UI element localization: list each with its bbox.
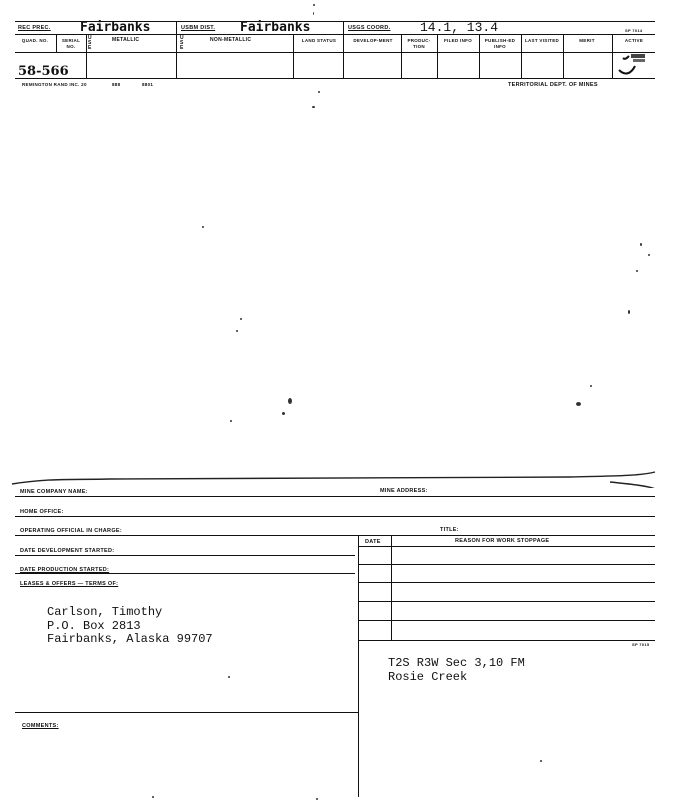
columns-bottom-rule — [15, 52, 655, 53]
mine-company-name-label: MINE COMPANY NAME: — [20, 489, 88, 495]
speck — [540, 760, 542, 762]
owner-city: Fairbanks, Alaska 99707 — [47, 632, 213, 646]
col-sep-last — [521, 34, 522, 78]
usbm-dist-label: USBM DIST. — [181, 25, 216, 31]
rule-prod — [15, 573, 355, 574]
col-non-metallic: NON-METALLIC — [210, 37, 252, 43]
divider-date — [391, 535, 392, 640]
date-development-label: DATE DEVELOPMENT STARTED: — [20, 548, 115, 554]
rule-company — [15, 496, 655, 497]
rule-reason-1 — [358, 564, 655, 565]
speck — [318, 91, 320, 93]
speck — [636, 270, 638, 272]
speck — [576, 402, 581, 406]
owner-name: Carlson, Timothy — [47, 605, 163, 619]
col-active: ACTIVE — [624, 38, 644, 43]
col-quad-no: QUAD. NO. — [21, 38, 49, 43]
usgs-coord-value: 14.1, 13.4 — [420, 20, 499, 35]
divider-center — [358, 535, 359, 797]
printer-code-2: 8801 — [142, 82, 154, 87]
col-sep-pub — [479, 34, 480, 78]
speck — [228, 676, 230, 678]
reason-column-label: REASON FOR WORK STOPPAGE — [455, 538, 550, 544]
printer-imprint: REMINGTON RAND INC. 20 — [22, 82, 87, 87]
speck — [236, 330, 238, 332]
form-number-bottom: SP 7015 — [632, 642, 650, 647]
speck — [640, 243, 642, 246]
col-sep-use1 — [86, 34, 87, 78]
comments-label: COMMENTS: — [22, 723, 59, 729]
speck — [313, 4, 315, 6]
col-sep-serial — [56, 34, 57, 52]
col-development: DEVELOP-MENT — [353, 38, 393, 43]
col-production: PRODUC-TION — [407, 38, 431, 49]
date-column-label: DATE — [365, 539, 381, 545]
speck — [316, 798, 318, 800]
printer-code-1: 888 — [112, 82, 121, 87]
location-line: T2S R3W Sec 3,10 FM — [388, 656, 525, 670]
form-number-top: SP 7014 — [625, 28, 643, 33]
col-sep-prod — [401, 34, 402, 78]
speck — [152, 796, 154, 798]
rec-prec-label: REC PREC. — [18, 25, 51, 31]
home-office-label: HOME OFFICE: — [20, 509, 64, 515]
speck — [312, 106, 315, 108]
rule-reason-5 — [358, 640, 655, 641]
rule-reason-2 — [358, 582, 655, 583]
operating-official-label: OPERATING OFFICIAL IN CHARGE: — [20, 528, 122, 534]
date-production-label: DATE PRODUCTION STARTED: — [20, 567, 110, 573]
active-check-mark — [613, 52, 653, 78]
col-use-code-2: U S E — [180, 35, 184, 51]
rule-comments — [15, 712, 358, 713]
header-sep-1 — [176, 21, 177, 78]
col-sep-filed — [437, 34, 438, 78]
col-published-info: PUBLISH-ED INFO — [484, 38, 516, 49]
rule-reason-3 — [358, 601, 655, 602]
speck — [628, 310, 630, 314]
rule-operating — [15, 535, 655, 536]
rec-prec-value: Fairbanks — [80, 20, 151, 35]
mine-address-label: MINE ADDRESS: — [380, 488, 428, 494]
owner-box: P.O. Box 2813 — [47, 619, 141, 633]
speck — [590, 385, 592, 387]
col-merit: MERIT — [579, 38, 595, 43]
speck — [282, 412, 285, 415]
col-sep-land — [293, 34, 294, 78]
title-label: TITLE: — [440, 527, 459, 533]
usbm-dist-value: Fairbanks — [240, 20, 311, 35]
header-sep-2 — [343, 21, 344, 78]
speck — [202, 226, 204, 228]
quad-serial-value: 58-566 — [18, 64, 69, 79]
speck — [288, 398, 292, 404]
leases-label: LEASES & OFFERS — TERMS OF: — [20, 581, 119, 587]
usgs-coord-label: USGS COORD. — [348, 25, 391, 31]
location-name: Rosie Creek — [388, 670, 468, 684]
rule-home-office — [15, 516, 655, 517]
rule-reason-4 — [358, 620, 655, 621]
department-imprint: TERRITORIAL DEPT. OF MINES — [508, 82, 598, 88]
card-top-edge — [10, 468, 670, 488]
col-sep-merit — [563, 34, 564, 78]
speck — [648, 254, 650, 256]
row-bottom-rule — [15, 78, 655, 79]
col-use-code-1: U S E — [88, 35, 92, 51]
col-serial-no: SERIAL NO. — [61, 38, 81, 49]
col-metallic: METALLIC — [112, 37, 140, 43]
col-filed-info: FILED INFO — [444, 38, 472, 43]
speck — [230, 420, 232, 422]
col-last-visited: LAST VISITED — [524, 38, 560, 43]
speck — [313, 12, 314, 15]
rule-reason-header — [358, 546, 655, 547]
speck — [240, 318, 242, 320]
rule-dev — [15, 555, 355, 556]
col-land-status: LAND STATUS — [301, 38, 337, 43]
